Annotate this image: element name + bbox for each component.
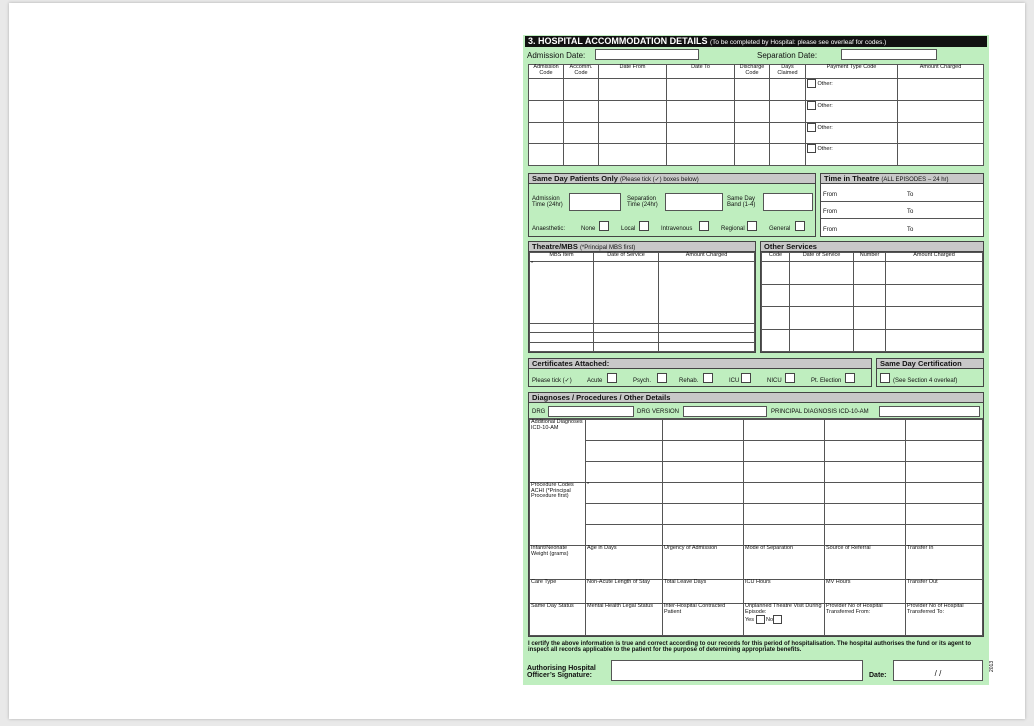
hospital-form xyxy=(523,35,989,685)
certify-statement: I certify the above information is true and correct according to our records for this period of hospitalisation. The hospital authorises the fund or its agent to inspect all records applicable to the patient for the purpose of determining appropriate benefits. xyxy=(528,641,972,654)
table-row xyxy=(529,144,984,166)
other-label: Other: xyxy=(817,102,833,109)
other-label: Other: xyxy=(817,124,833,131)
col-days-claimed: Days Claimed xyxy=(770,65,806,79)
col-date-from: Date From xyxy=(599,65,667,79)
cert-psych-label: Psych. xyxy=(633,378,652,384)
other-services-section xyxy=(760,241,984,353)
theatre-from-label: From xyxy=(823,209,837,215)
separation-time-label: Separation Time (24hr) xyxy=(627,196,658,209)
col-date-to: Date To xyxy=(667,65,735,79)
cert-pt-election-checkbox[interactable] xyxy=(845,373,855,383)
table-row: Same Day Status Mental Health Legal Status Inter-Hospital Contracted Patient Unplanned Theatre Visit During Episode: Yes No Provider No of Hospital Transferred From: Provider No of Hospital Transferred To: xyxy=(530,604,983,636)
other-label: Other: xyxy=(817,146,833,153)
cert-acute-checkbox[interactable] xyxy=(607,373,617,383)
principal-diagnosis-label: PRINCIPAL DIAGNOSIS ICD-10-AM xyxy=(771,409,869,415)
theatre-mbs-section xyxy=(528,241,756,353)
theatre-from-label: From xyxy=(823,227,837,233)
anaesthetic-general-checkbox[interactable] xyxy=(795,221,805,231)
procedure-codes-label: Procedure Codes ACHI (*Principal Procedure first) xyxy=(530,483,586,546)
anaesthetic-general: General xyxy=(769,226,791,232)
cert-psych-checkbox[interactable] xyxy=(657,373,667,383)
table-row xyxy=(530,342,755,351)
table-row xyxy=(762,329,983,352)
cert-rehab-checkbox[interactable] xyxy=(703,373,713,383)
table-row xyxy=(529,79,984,101)
col-service-date: Date of Service xyxy=(790,253,854,262)
table-row xyxy=(530,333,755,342)
same-day-band-field[interactable] xyxy=(763,193,813,211)
col-amount-charged: Amount Charged xyxy=(898,65,984,79)
admission-date-field[interactable] xyxy=(595,49,699,60)
table-row xyxy=(530,462,983,483)
accommodation-table xyxy=(528,64,984,166)
table-row: Infant/Neonate Weight (grams) Age in Days Urgency of Admission Mode of Separation Source of Referral Transfer In xyxy=(530,546,983,580)
other-label: Other: xyxy=(817,80,833,87)
separation-time-field[interactable] xyxy=(665,193,723,211)
signature-field[interactable] xyxy=(611,660,863,681)
anaesthetic-regional: Regional xyxy=(721,226,745,232)
cert-acute-label: Acute xyxy=(587,378,603,384)
cert-icu-label: ICU xyxy=(729,378,740,384)
anaesthetic-intravenous-checkbox[interactable] xyxy=(699,221,709,231)
other-services-title: Other Services xyxy=(761,242,983,252)
table-row: * xyxy=(530,262,755,324)
cert-rehab-label: Rehab. xyxy=(679,378,699,384)
theatre-time-title: Time in Theatre (ALL EPISODES – 24 hr) xyxy=(821,174,983,184)
certificates-section xyxy=(528,358,872,387)
table-row xyxy=(762,284,983,307)
theatre-to-label: To xyxy=(907,192,914,198)
theatre-from-label: From xyxy=(823,192,837,198)
table-row xyxy=(762,307,983,330)
col-mbs-date: Date of Service xyxy=(594,253,659,262)
same-day-band-label: Same Day Band (1-4) xyxy=(727,196,756,209)
theatre-to-label: To xyxy=(907,227,914,233)
anaesthetic-none: None xyxy=(581,226,596,232)
col-accomm-code: Accomm. Code xyxy=(564,65,599,79)
principal-diagnosis-field[interactable] xyxy=(879,406,980,417)
payment-checkbox[interactable] xyxy=(807,144,816,153)
tick-label: Please tick (✓) xyxy=(532,378,572,384)
unplanned-no-checkbox[interactable] xyxy=(773,615,782,624)
section-header: 3. HOSPITAL ACCOMMODATION DETAILS (To be completed by Hospital: please see overleaf for codes.) xyxy=(525,36,987,47)
col-service-amount: Amount Charged xyxy=(886,253,983,262)
admission-time-label: Admission Time (24hr) xyxy=(532,196,563,209)
table-row xyxy=(530,441,983,462)
mbs-table xyxy=(529,252,755,352)
table-row xyxy=(530,420,983,441)
cert-nicu-label: NICU xyxy=(767,378,782,384)
additional-diagnoses-label: Additional Diagnoses ICD-10-AM xyxy=(530,420,586,483)
payment-checkbox[interactable] xyxy=(807,123,816,132)
same-day-title: Same Day Patients Only (Please tick (✓) boxes below) xyxy=(529,174,815,184)
time-in-theatre-section xyxy=(820,173,984,237)
payment-checkbox[interactable] xyxy=(807,101,816,110)
admission-date-label: Admission Date: xyxy=(527,51,586,60)
form-code: 2013 xyxy=(989,660,995,672)
col-mbs-item: MBS Item xyxy=(530,253,594,262)
same-day-cert-note: (See Section 4 overleaf) xyxy=(893,378,958,384)
table-row xyxy=(530,504,983,525)
col-discharge-code: Discharge Code xyxy=(735,65,770,79)
diagnoses-table xyxy=(529,419,983,636)
col-admission-code: Admission Code xyxy=(529,65,564,79)
same-day-cert-checkbox[interactable] xyxy=(880,373,890,383)
date-field[interactable]: / / xyxy=(893,660,983,681)
diagnoses-section xyxy=(528,392,984,637)
col-number: Number xyxy=(854,253,886,262)
cert-icu-checkbox[interactable] xyxy=(741,373,751,383)
drg-field[interactable] xyxy=(548,406,634,417)
table-row xyxy=(530,525,983,546)
drg-version-field[interactable] xyxy=(683,406,767,417)
anaesthetic-intravenous: Intravenous xyxy=(661,226,693,232)
unplanned-yes-checkbox[interactable] xyxy=(756,615,765,624)
anaesthetic-none-checkbox[interactable] xyxy=(599,221,609,231)
same-day-cert-section xyxy=(876,358,984,387)
anaesthetic-regional-checkbox[interactable] xyxy=(747,221,757,231)
diagnoses-title: Diagnoses / Procedures / Other Details xyxy=(529,393,983,403)
col-payment-type: Payment Type Code xyxy=(806,65,898,79)
cert-pt-election-label: Pt. Election xyxy=(811,378,842,384)
table-row xyxy=(529,100,984,122)
signature-label: Authorising Hospital Officer’s Signature: xyxy=(527,665,596,680)
other-services-table xyxy=(761,252,983,352)
payment-checkbox[interactable] xyxy=(807,79,816,88)
same-day-section xyxy=(528,173,816,237)
theatre-mbs-title: Theatre/MBS (*Principal MBS first) xyxy=(529,242,755,252)
same-day-cert-title: Same Day Certification xyxy=(877,359,983,369)
table-row xyxy=(762,262,983,285)
col-code: Code xyxy=(762,253,790,262)
table-row: Procedure Codes ACHI (*Principal Procedure first) * xyxy=(530,483,983,504)
anaesthetic-local-checkbox[interactable] xyxy=(639,221,649,231)
anaesthetic-label: Anaesthetic: xyxy=(532,226,566,232)
drg-version-label: DRG VERSION xyxy=(637,409,680,415)
drg-label: DRG xyxy=(532,409,546,415)
table-row: Care Type Non-Acute Length of Stay Total Leave Days ICU Hours MV Hours Transfer Out xyxy=(530,580,983,604)
col-mbs-amount: Amount Charged xyxy=(659,253,755,262)
table-row xyxy=(530,323,755,332)
theatre-to-label: To xyxy=(907,209,914,215)
date-label: Date: xyxy=(869,672,887,679)
anaesthetic-local: Local xyxy=(621,226,636,232)
unplanned-theatre-label: Unplanned Theatre Visit During Episode: xyxy=(745,603,822,615)
cert-nicu-checkbox[interactable] xyxy=(785,373,795,383)
admission-time-field[interactable] xyxy=(569,193,621,211)
table-row xyxy=(529,122,984,144)
separation-date-field[interactable] xyxy=(841,49,937,60)
certificates-title: Certificates Attached: xyxy=(529,359,871,369)
separation-date-label: Separation Date: xyxy=(757,51,818,60)
